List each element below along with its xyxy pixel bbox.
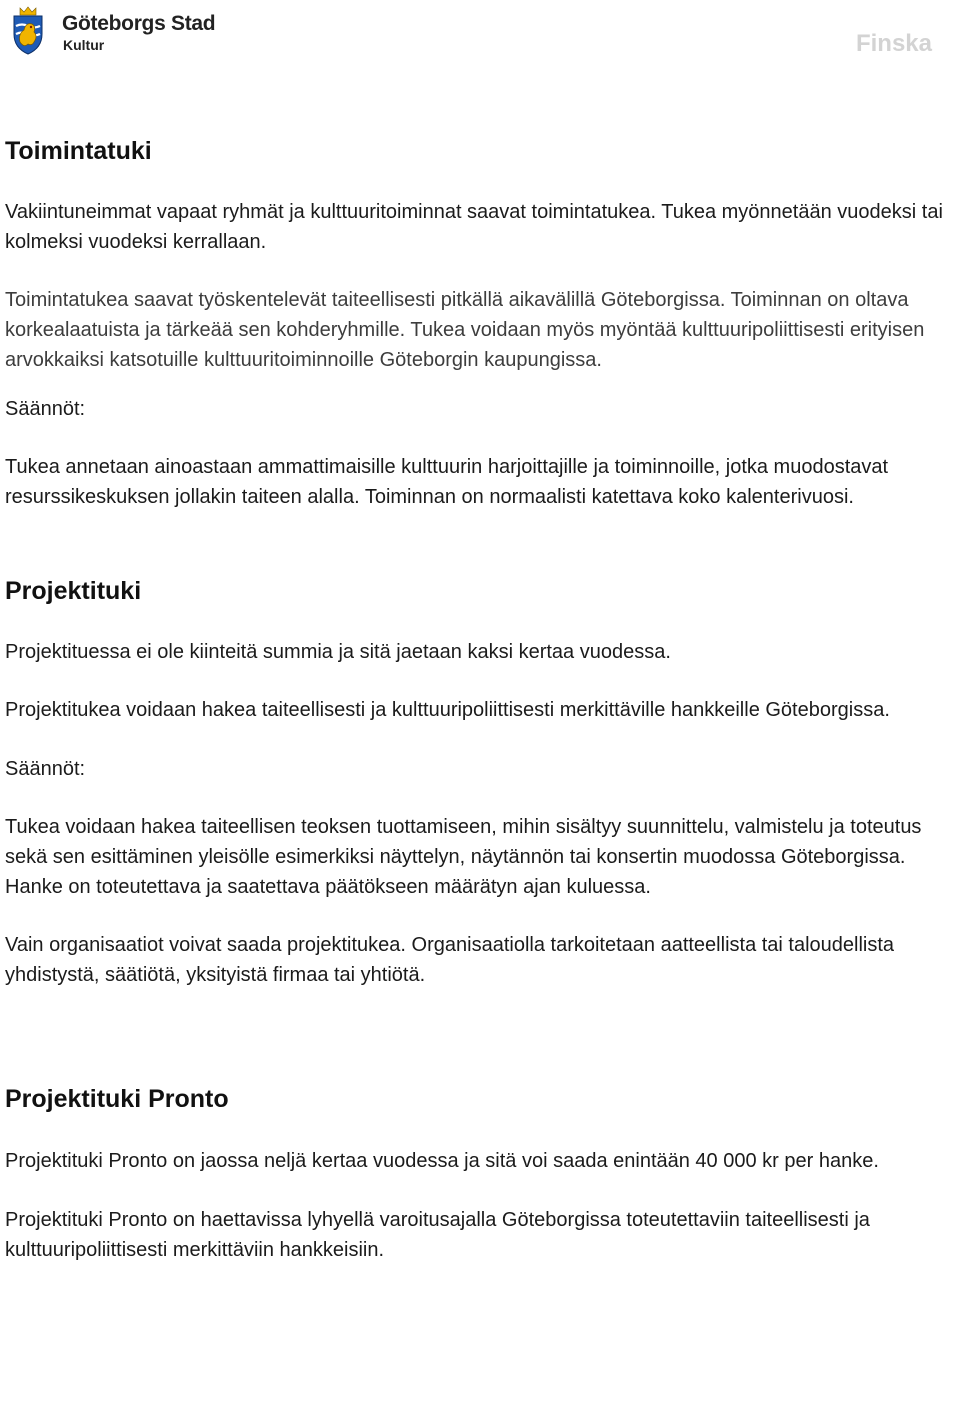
paragraph: Projektituki Pronto on haettavissa lyhyellä varoitusajalla Göteborgissa toteutettaviin taiteellisesti ja kulttuuripoliittisesti merkittäviin hankkeisiin. [5,1209,870,1261]
section-heading-projektituki: Projektituki [5,577,142,605]
paragraph: Projektitukea voidaan hakea taiteellisesti ja kulttuuripoliittisesti merkittäville hankkeille Göteborgissa. [5,699,890,721]
language-label: Finska [855,30,932,57]
paragraph: Toimintatukea saavat työskentelevät taiteellisesti pitkällä aikavälillä Göteborgissa. Toiminnan on oltava korkealaatuista ja tärkeää sen kohderyhmille. Tukea voidaan myös myöntää kulttuuripoliittisesti erityisen arvokkaiksi katsotuille kulttuuritoiminnoille Göteborgin kaupungissa. [5,289,925,371]
paragraph: Tukea voidaan hakea taiteellisen teoksen tuottamiseen, mihin sisältyy suunnittelu, valmistelu ja toteutus sekä sen esittäminen yleisölle esimerkiksi näyttelyn, näytännön tai konsertin muodossa Göteborgissa. Hanke on toteutettava ja saatettava päätökseen määrätyn ajan kuluessa. [5,816,922,898]
paragraph: Projektituessa ei ole kiinteitä summia ja sitä jaetaan kaksi kertaa vuodessa. [5,641,671,663]
paragraph: Vain organisaatiot voivat saada projektitukea. Organisaatiolla tarkoitetaan aatteellista tai taloudellista yhdistystä, säätiötä, yksityistä firmaa tai yhtiötä. [5,934,895,986]
rules-label: Säännöt: [5,758,86,780]
rules-label: Säännöt: [5,398,86,420]
paragraph: Tukea annetaan ainoastaan ammattimaisille kulttuurin harjoittajille ja toiminnoille, jotka muodostavat resurssikeskuksen jollakin taiteen alalla. Toiminnan on normaalisti katettava koko kalenterivuosi. [5,456,889,508]
paragraph: Vakiintuneimmat vapaat ryhmät ja kulttuuritoiminnat saavat toimintatukea. Tukea myönnetään vuodeksi tai kolmeksi vuodeksi kerrallaan. [5,201,943,253]
paragraph: Projektituki Pronto on jaossa neljä kertaa vuodessa ja sitä voi saada enintään 40 000 kr per hanke. [5,1150,879,1172]
logo-subtext: Kultur [63,37,105,53]
section-heading-projektituki-pronto: Projektituki Pronto [5,1085,229,1113]
document-body [5,134,955,1265]
page-header [0,0,960,80]
goteborgs-stad-logo [6,4,216,56]
section-heading-toimintatuki: Toimintatuki [5,137,152,165]
logo-wordmark: Göteborgs Stad [62,12,216,35]
